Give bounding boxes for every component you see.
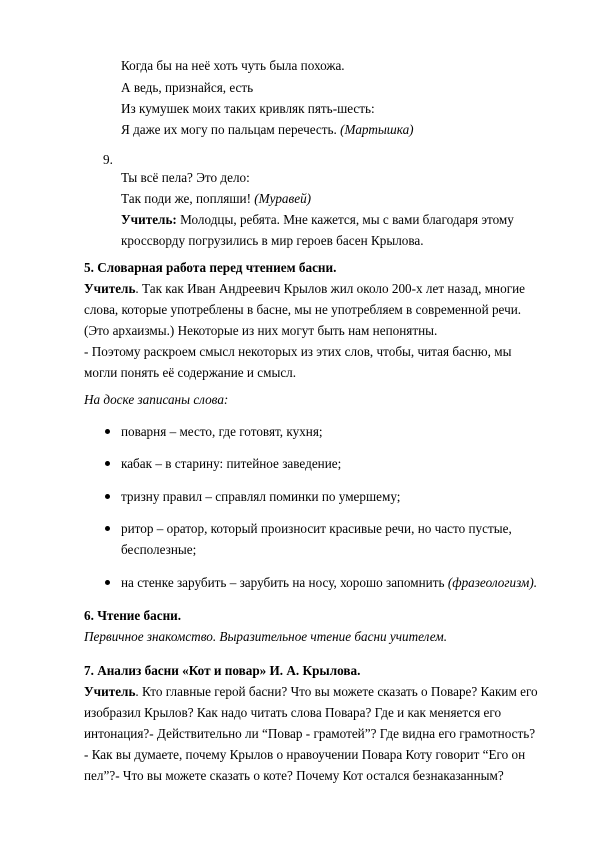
- poem-line-text: Так поди же, попляши!: [121, 191, 251, 206]
- word-item: [121, 573, 537, 593]
- paragraph-line: [84, 682, 538, 702]
- poem-answer: (Муравей): [254, 191, 312, 206]
- paragraph-line: пел”?- Что вы можете сказать о коте? Почему Кот остался безнаказанным?: [84, 768, 504, 783]
- bullet-icon: [105, 461, 110, 466]
- bullet-icon: [105, 526, 110, 531]
- poem-line: [121, 120, 414, 140]
- paragraph-line: могли понять её содержание и смысл.: [84, 365, 297, 380]
- bullet-icon: [105, 580, 110, 585]
- poem-answer: (Мартышка): [340, 122, 414, 137]
- section-subtitle: Первичное знакомство. Выразительное чтение басни учителем.: [84, 629, 448, 644]
- teacher-text-line: кроссворду погрузились в мир героев басен Крылова.: [121, 233, 424, 248]
- board-intro: На доске записаны слова:: [84, 392, 229, 407]
- teacher-text: Молодцы, ребята. Мне кажется, мы с вами благодаря этому: [180, 212, 514, 227]
- poem-line: [121, 189, 311, 209]
- paragraph-text: . Так как Иван Андреевич Крылов жил около 200-х лет назад, многие: [135, 281, 526, 296]
- word-item-continuation: бесполезные;: [121, 542, 197, 557]
- word-item: поварня – место, где готовят, кухня;: [121, 424, 323, 439]
- word-item-note: (фразеологизм).: [447, 575, 538, 590]
- paragraph-line: интонация?- Действительно ли “Повар - грамотей”? Где видна его грамотность?: [84, 726, 536, 741]
- poem-line-text: Я даже их могу по пальцам перечесть.: [121, 122, 337, 137]
- section-heading: 5. Словарная работа перед чтением басни.: [84, 260, 337, 275]
- poem-line: Когда бы на неё хоть чуть была похожа.: [121, 58, 345, 73]
- teacher-label: Учитель: [84, 684, 136, 699]
- section-heading: 7. Анализ басни «Кот и повар» И. А. Крылова.: [84, 663, 361, 678]
- word-item: кабак – в старину: питейное заведение;: [121, 456, 342, 471]
- teacher-label: Учитель: [84, 281, 136, 296]
- teacher-label: Учитель:: [121, 212, 177, 227]
- paragraph-line: - Как вы думаете, почему Крылов о нравоучении Повара Коту говорит “Его он: [84, 747, 526, 762]
- paragraph-line: (Это архаизмы.) Некоторые из них могут быть нам непонятны.: [84, 323, 438, 338]
- word-item: ритор – оратор, который произносит красивые речи, но часто пустые,: [121, 521, 512, 536]
- section-heading: 6. Чтение басни.: [84, 608, 182, 623]
- poem-line: Из кумушек моих таких кривляк пять-шесть:: [121, 101, 375, 116]
- paragraph-line: слова, которые употреблены в басне, мы не употребляем в современной речи.: [84, 302, 522, 317]
- paragraph-line: изобразил Крылов? Как надо читать слова Повара? Где и как меняется его: [84, 705, 502, 720]
- teacher-remark: [121, 210, 514, 230]
- word-item: тризну правил – справлял поминки по умершему;: [121, 489, 401, 504]
- poem-line: Ты всё пела? Это дело:: [121, 170, 250, 185]
- paragraph-text: . Кто главные герой басни? Что вы можете сказать о Поваре? Каким его: [135, 684, 538, 699]
- bullet-icon: [105, 494, 110, 499]
- paragraph-line: [84, 279, 525, 299]
- item-number: 9.: [103, 152, 113, 167]
- poem-line: А ведь, признайся, есть: [121, 80, 254, 95]
- bullet-icon: [105, 429, 110, 434]
- word-item-text: на стенке зарубить – зарубить на носу, хорошо запомнить: [121, 575, 445, 590]
- paragraph-line: - Поэтому раскроем смысл некоторых из этих слов, чтобы, читая басню, мы: [84, 344, 512, 359]
